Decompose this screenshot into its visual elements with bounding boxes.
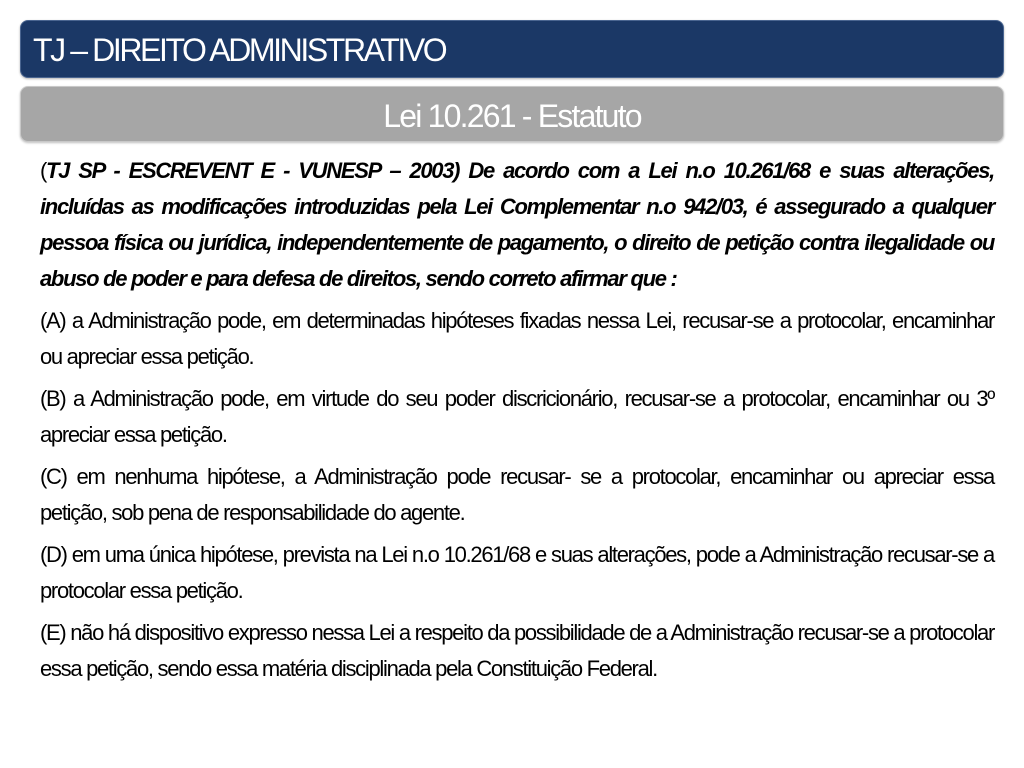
slide-title: TJ – DIREITO ADMINISTRATIVO	[33, 32, 446, 68]
title-banner	[20, 20, 1004, 78]
option-d: (D) em uma única hipótese, prevista na Lei n.o 10.261/68 e suas alterações, pode a Administração recusar-se a protocolar essa petição.	[40, 542, 994, 603]
subtitle-banner	[20, 86, 1004, 142]
option-e: (E) não há dispositivo expresso nessa Lei a respeito da possibilidade de a Administração recusar-se a protocolar essa petição, sendo essa matéria disciplinada pela Constituição Federal.	[40, 620, 994, 681]
slide-subtitle: Lei 10.261 - Estatuto	[383, 98, 641, 134]
option-a: (A) a Administração pode, em determinadas hipóteses fixadas nessa Lei, recusar-se a protocolar, encaminhar ou apreciar essa petição.	[40, 308, 994, 369]
question-statement	[40, 153, 994, 297]
option-b: (B) a Administração pode, em virtude do seu poder discricionário, recusar-se a protocolar, encaminhar ou 3º apreciar essa petição.	[40, 386, 994, 447]
question-body	[40, 153, 994, 693]
open-paren: (	[40, 158, 47, 183]
question-text: TJ SP - ESCREVENT E - VUNESP – 2003) De acordo com a Lei n.o 10.261/68 e suas alterações, incluídas as modificações introduzidas pela Lei Complementar n.o 942/03, é assegurado a qualquer pessoa física ou jurídica, independentemente de pagamento, o direito de petição contra ilegalidade ou abuso de poder e para defesa de direitos, sendo correto afirmar que :	[40, 158, 994, 291]
option-c: (C) em nenhuma hipótese, a Administração pode recusar- se a protocolar, encaminhar ou apreciar essa petição, sob pena de responsabilidade do agente.	[40, 464, 994, 525]
